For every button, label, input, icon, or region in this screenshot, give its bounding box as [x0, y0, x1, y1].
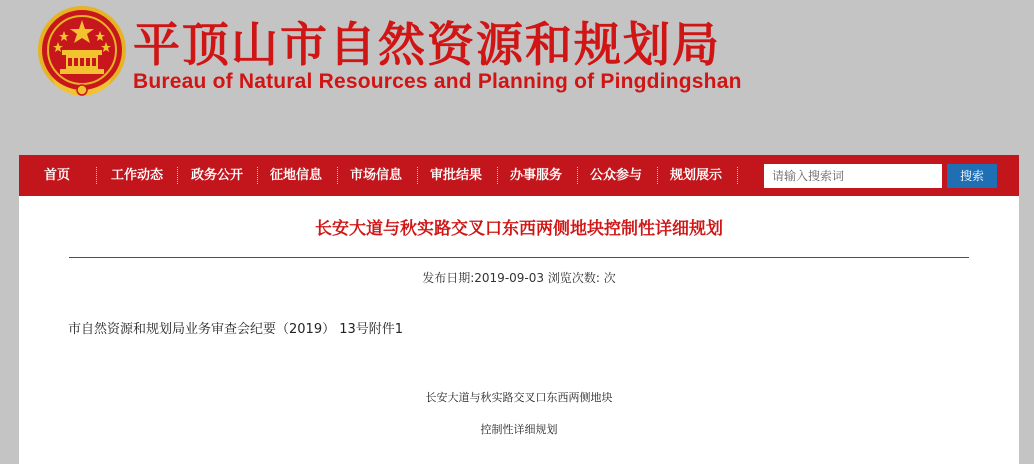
main-nav	[19, 155, 1019, 196]
nav-separator	[577, 167, 579, 184]
nav-separator	[657, 167, 659, 184]
document-reference: 市自然资源和规划局业务审查会纪要（2019） 13号附件1	[68, 322, 404, 337]
nav-separator	[737, 167, 739, 184]
nav-item-market-info[interactable]: 市场信息	[350, 168, 403, 183]
nav-separator	[417, 167, 419, 184]
title-divider	[69, 257, 969, 258]
site-header	[0, 0, 1034, 155]
article-title: 长安大道与秋实路交叉口东西两侧地块控制性详细规划	[315, 219, 723, 239]
nav-item-gov-affairs[interactable]: 政务公开	[191, 168, 244, 183]
views-label: 浏览次数:	[547, 271, 600, 285]
body-text-line: 长安大道与秋实路交叉口东西两侧地块	[425, 391, 613, 404]
nav-item-land-acquisition[interactable]: 征地信息	[270, 168, 323, 183]
article-meta	[19, 269, 1019, 286]
nav-item-planning-display[interactable]: 规划展示	[670, 168, 723, 183]
search-input[interactable]	[764, 164, 942, 188]
body-text-line: 控制性详细规划	[480, 423, 558, 436]
nav-separator	[337, 167, 339, 184]
nav-item-public-participation[interactable]: 公众参与	[590, 168, 643, 183]
nav-item-home[interactable]: 首页	[44, 168, 71, 183]
nav-item-services[interactable]: 办事服务	[510, 168, 563, 183]
nav-item-work-news[interactable]: 工作动态	[111, 168, 164, 183]
views-suffix: 次	[603, 271, 616, 285]
publish-date: 2019-09-03	[474, 271, 545, 285]
article-content	[19, 196, 1019, 464]
search-button[interactable]: 搜索	[947, 164, 997, 188]
site-title-cn: 平顶山市自然资源和规划局	[133, 18, 721, 73]
site-title-en: Bureau of Natural Resources and Planning of Pingdingshan	[133, 70, 742, 93]
nav-separator	[96, 167, 98, 184]
nav-item-approval-results[interactable]: 审批结果	[430, 168, 483, 183]
nav-separator	[257, 167, 259, 184]
national-emblem-icon	[38, 6, 126, 98]
nav-separator	[497, 167, 499, 184]
nav-separator	[177, 167, 179, 184]
publish-date-label: 发布日期:	[422, 271, 475, 285]
